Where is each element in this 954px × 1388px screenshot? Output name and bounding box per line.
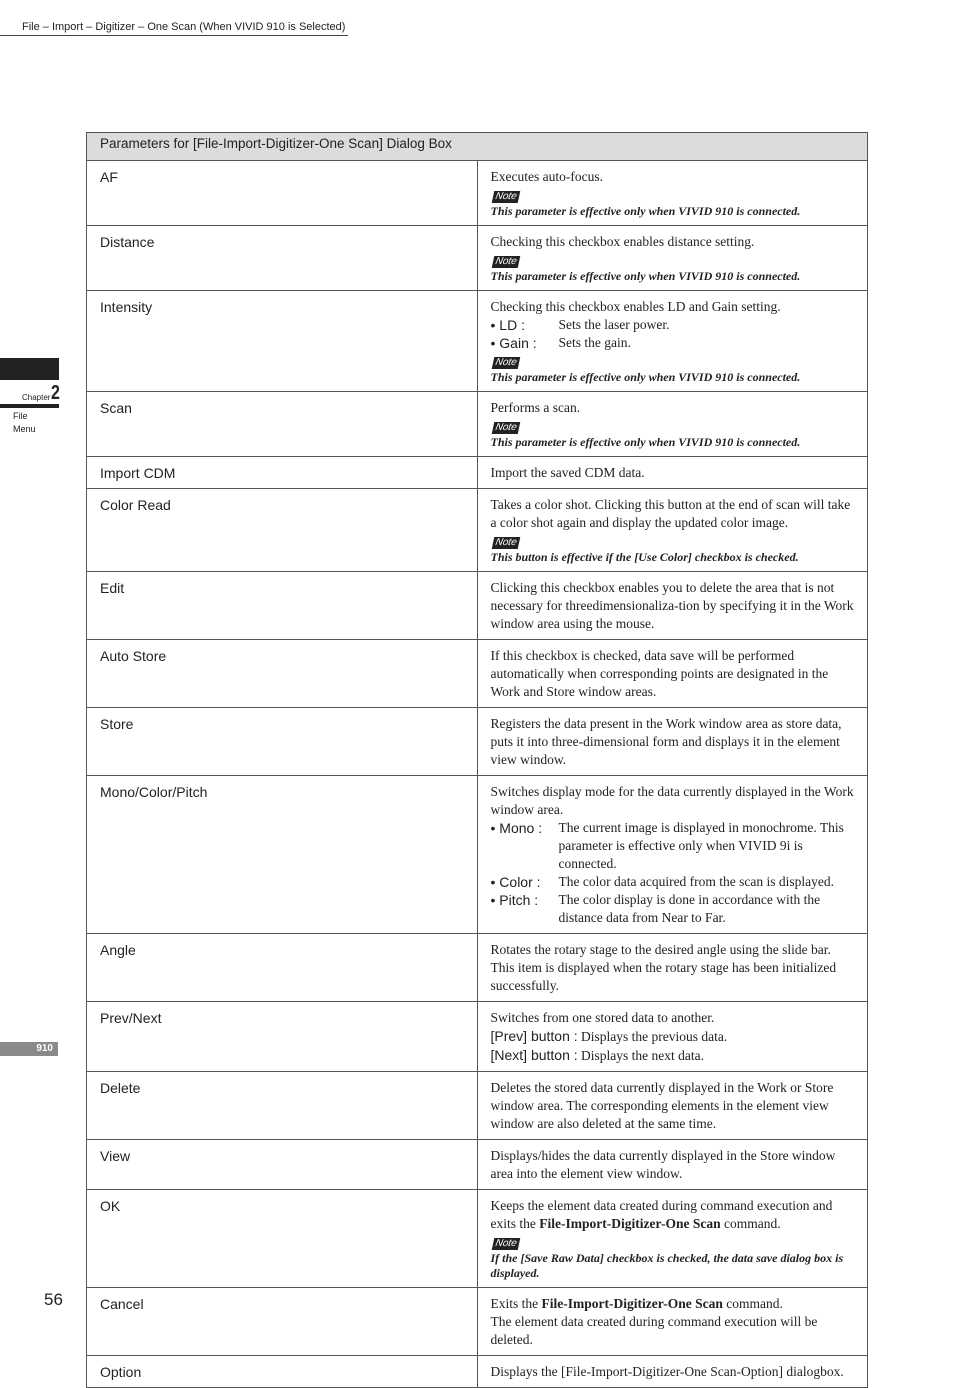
description-text: Performs a scan.: [490, 400, 581, 415]
parameter-description: [477, 161, 868, 226]
description-text-part: Exits the: [490, 1296, 542, 1311]
table-row: [87, 1140, 868, 1190]
section-name-line1: File: [13, 411, 28, 421]
parameter-name: Mono/Color/Pitch: [87, 776, 478, 934]
bullet-item: [491, 891, 856, 927]
description-text: If this checkbox is checked, data save will be performed automatically when corresponding points are designated in the Work and Store window areas.: [490, 648, 829, 699]
parameter-name: Distance: [87, 226, 478, 291]
table-row: [87, 1072, 868, 1140]
description-text-secondary: This item is displayed when the rotary stage has been initialized successfully.: [490, 960, 837, 993]
bullet-value: The color data acquired from the scan is displayed.: [558, 874, 835, 889]
parameter-description: [477, 392, 868, 457]
description-text: Deletes the stored data currently displayed in the Work or Store window area. The corresponding elements in the element view window are also deleted at the same time.: [490, 1080, 834, 1131]
description-text: Registers the data present in the Work window area as store data, puts it into three-dimensional form and displays it in the element view window.: [490, 716, 842, 767]
button-value: Displays the next data.: [581, 1048, 705, 1063]
parameter-name: Intensity: [87, 291, 478, 392]
description-text: Checking this checkbox enables LD and Gain setting.: [490, 299, 781, 314]
parameter-name: AF: [87, 161, 478, 226]
note-icon: Note: [491, 256, 520, 268]
table-row: [87, 934, 868, 1002]
note-icon: Note: [491, 1238, 520, 1250]
description-text: Takes a color shot. Clicking this button at the end of scan will take a color shot again and display the updated color image.: [490, 497, 851, 530]
description-text: [491, 1197, 856, 1233]
note-text: This parameter is effective only when VIVID 910 is connected.: [490, 204, 801, 218]
parameter-name: Edit: [87, 572, 478, 640]
parameter-name: Prev/Next: [87, 1002, 478, 1072]
description-text: Displays/hides the data currently displayed in the Store window area into the element view window.: [490, 1148, 836, 1181]
table-row: [87, 226, 868, 291]
button-key: [Prev] button :: [490, 1028, 578, 1044]
table-row: [87, 640, 868, 708]
parameter-description: [477, 457, 868, 489]
section-name: [13, 410, 36, 436]
parameter-description: [477, 708, 868, 776]
page-number: 56: [44, 1290, 63, 1309]
table-row: [87, 776, 868, 934]
table-row: [87, 1356, 868, 1388]
note-text: If the [Save Raw Data] checkbox is checked, the data save dialog box is displayed.: [490, 1251, 844, 1280]
note-text: This parameter is effective only when VIVID 910 is connected.: [490, 269, 801, 283]
chapter-label: [22, 384, 63, 402]
button-description-line: [491, 1046, 856, 1065]
parameter-description: [477, 1140, 868, 1190]
description-text: Executes auto-focus.: [490, 169, 603, 184]
model-tag: 910: [0, 1042, 58, 1056]
parameter-description: [477, 1288, 868, 1356]
table-row: [87, 572, 868, 640]
parameter-name: View: [87, 1140, 478, 1190]
note-icon: Note: [491, 357, 520, 369]
button-key: [Next] button :: [490, 1047, 578, 1063]
description-text: [491, 1295, 856, 1313]
parameter-name: Option: [87, 1356, 478, 1388]
parameter-name: Scan: [87, 392, 478, 457]
chapter-tab-block: [0, 358, 59, 380]
description-text-part: Keeps the element data created during command execution and exits the: [490, 1198, 833, 1231]
chapter-number: 2: [51, 382, 61, 404]
description-text-part: command.: [722, 1296, 783, 1311]
description-text: Switches from one stored data to another.: [490, 1010, 715, 1025]
parameter-description: [477, 1356, 868, 1388]
table-row: [87, 1288, 868, 1356]
description-text: Checking this checkbox enables distance setting.: [490, 234, 755, 249]
table-row: [87, 457, 868, 489]
table-row: [87, 392, 868, 457]
button-value: Displays the previous data.: [581, 1029, 728, 1044]
bullet-item: [491, 873, 856, 891]
bullet-key: • LD :: [490, 317, 525, 333]
description-text: Import the saved CDM data.: [490, 465, 645, 480]
parameter-description: [477, 489, 868, 572]
note-icon: Note: [491, 422, 520, 434]
parameter-name: Import CDM: [87, 457, 478, 489]
description-text: Displays the [File-Import-Digitizer-One Scan-Option] dialogbox.: [490, 1364, 844, 1379]
parameter-name: Angle: [87, 934, 478, 1002]
parameter-description: [477, 640, 868, 708]
command-name: File-Import-Digitizer-One Scan: [541, 1296, 723, 1311]
bullet-key: • Pitch :: [490, 892, 539, 908]
description-text: Clicking this checkbox enables you to delete the area that is not necessary for threedimensionaliza-tion by specifying it in the Work window area using the mouse.: [490, 580, 854, 631]
table-title: Parameters for [File-Import-Digitizer-One Scan] Dialog Box: [87, 133, 868, 161]
table-row: [87, 708, 868, 776]
command-name: File-Import-Digitizer-One Scan: [539, 1216, 721, 1231]
description-text-secondary: The element data created during command execution will be deleted.: [490, 1314, 818, 1347]
chapter-word: Chapter: [22, 393, 51, 402]
parameter-description: [477, 1072, 868, 1140]
running-header: File – Import – Digitizer – One Scan (When VIVID 910 is Selected): [0, 20, 348, 36]
parameter-description: [477, 934, 868, 1002]
table-row: [87, 291, 868, 392]
button-description-line: [491, 1027, 856, 1046]
parameter-description: [477, 776, 868, 934]
parameters-table: [86, 132, 868, 1388]
parameter-name: Store: [87, 708, 478, 776]
note-icon: Note: [491, 191, 520, 203]
bullet-key: • Color :: [490, 874, 541, 890]
parameter-name: Auto Store: [87, 640, 478, 708]
parameter-name: Color Read: [87, 489, 478, 572]
bullet-value: The current image is displayed in monochrome. This parameter is effective only when VIVID 9i is connected.: [558, 820, 844, 871]
parameter-description: [477, 291, 868, 392]
table-row: [87, 1002, 868, 1072]
bullet-item: [491, 316, 856, 334]
parameter-description: [477, 226, 868, 291]
table-row: [87, 1190, 868, 1288]
table-row: [87, 161, 868, 226]
note-icon: Note: [491, 537, 520, 549]
note-text: This button is effective if the [Use Color] checkbox is checked.: [490, 550, 799, 564]
parameter-description: [477, 1002, 868, 1072]
description-text: Switches display mode for the data currently displayed in the Work window area.: [490, 784, 854, 817]
parameter-description: [477, 1190, 868, 1288]
bullet-key: • Mono :: [490, 820, 543, 836]
note-text: This parameter is effective only when VIVID 910 is connected.: [490, 370, 801, 384]
bullet-value: The color display is done in accordance with the distance data from Near to Far.: [558, 892, 821, 925]
parameter-name: Delete: [87, 1072, 478, 1140]
note-text: This parameter is effective only when VIVID 910 is connected.: [490, 435, 801, 449]
chapter-rule: [0, 404, 59, 408]
bullet-item: [491, 334, 856, 352]
table-row: [87, 489, 868, 572]
bullet-value: Sets the gain.: [558, 335, 631, 350]
bullet-item: [491, 819, 856, 873]
bullet-key: • Gain :: [490, 335, 537, 351]
description-text: Rotates the rotary stage to the desired angle using the slide bar.: [490, 942, 831, 957]
parameter-name: Cancel: [87, 1288, 478, 1356]
parameter-name: OK: [87, 1190, 478, 1288]
description-text-part: command.: [720, 1216, 781, 1231]
section-name-line2: Menu: [13, 424, 36, 434]
parameter-description: [477, 572, 868, 640]
bullet-value: Sets the laser power.: [558, 317, 670, 332]
